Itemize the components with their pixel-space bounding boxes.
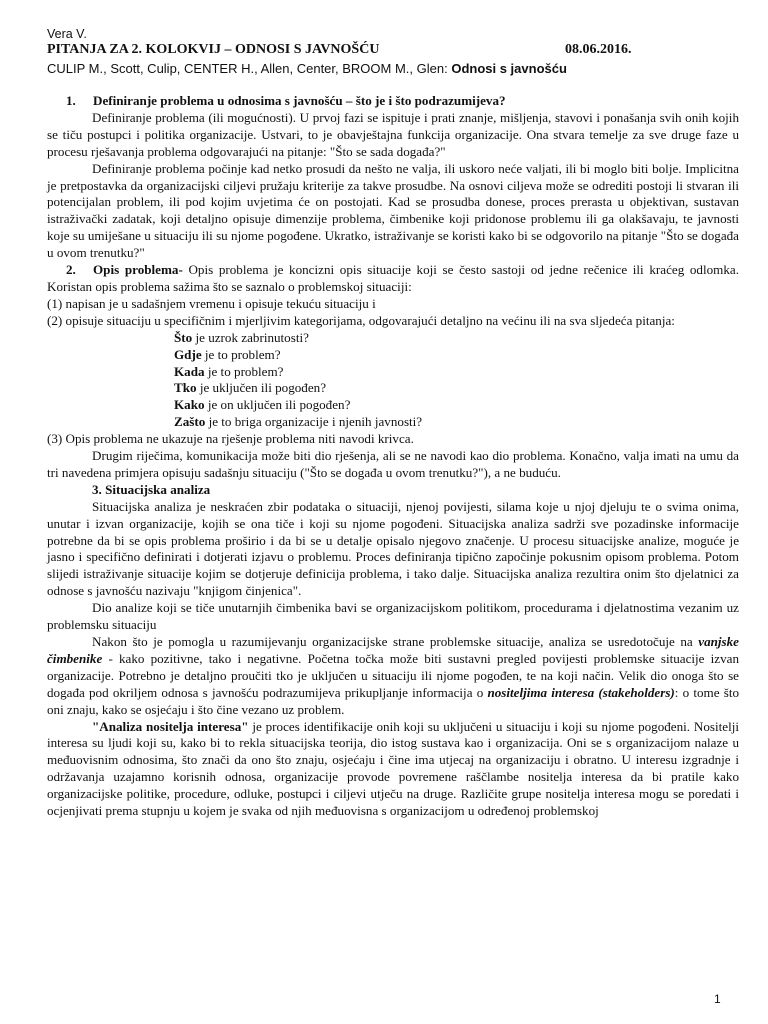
- section-1-paragraph-1: Definiranje problema (ili mogućnosti). U prvoj fazi se ispituje i prati znanje, mišljenja, stavovi i ponašanja svih onih kojih se tiču postupci i politika organizacije. Ustvari, to je obavještajna funkcija organizacije. Ona stvara temelje za sve druge faze u procesu rješavanja problema odgovarajući na pitanje: "Što se sada događa?": [47, 109, 739, 159]
- question-text: je to problem?: [204, 363, 284, 379]
- section-2-item-3: (3) Opis problema ne ukazuje na rješenje problema niti navodi krivca.: [47, 431, 414, 447]
- section-1-paragraph-2: Definiranje problema počinje kad netko prosudi da nešto ne valja, ili uskoro neće valjati, ili bi moglo biti bolje. Implicitna je pretpostavka da organizacijski ciljevi pružaju kriterije za takve prosudbe. Na osnovi ciljeva može se odrediti postoji li stvaran ili potencijalan problem, ili pod kojim uvjetima će on postojati. Kad se prosudba donese, proces prerasta u objektivan, sustavan istraživački zadatak, koji detaljno opisuje dimenzije problema, čimbenike koji pridonose problemu ili ga olakšavaju, te javnosti koje su umiješane u situaciju ili su njome pogođene. Ukratko, istraživanje se koristi kako bi se odgovorilo na pitanje "Što se događa u ovom trenutku?": [47, 160, 739, 261]
- book-authors: CULIP M., Scott, Culip, CENTER H., Allen, Center, BROOM M., Glen:: [47, 61, 452, 76]
- section-2-number: 2.: [66, 262, 76, 278]
- question-text: je uzrok zabrinutosti?: [192, 329, 309, 345]
- section-3-paragraph-4: [47, 719, 739, 820]
- section-1-number: 1.: [66, 93, 76, 108]
- document-date: 08.06.2016.: [565, 42, 632, 57]
- question-text: je to problem?: [201, 346, 281, 362]
- question-item: [174, 414, 739, 431]
- paragraph-text: - kako pozitivne, tako i negativne. Početna točka može biti sustavni pregled povijesti problemske situacije izvan organizacije. Potrebno je detaljno proučiti tko je uključen u situaciju ili njome pogođen, te na koji način. Velik dio onoga što se događa pod okriljem odnosa s javnošću podrazumijeva prikupljanje informacija o: [47, 650, 739, 700]
- document-title-line: [47, 42, 727, 58]
- section-2-item-2: (2) opisuje situaciju u specifičnim i mjerljivim kategorijama, odgovarajući detaljno na većinu ili na sva sljedeća pitanja:: [47, 312, 675, 328]
- question-item: [174, 397, 739, 414]
- question-word: Kako: [174, 397, 205, 413]
- question-word: Zašto: [174, 414, 206, 430]
- question-text: je uključen ili pogođen?: [196, 380, 327, 396]
- paragraph-text: : o tome što oni znaju, kako se osjećaju i što čine vezano uz problem.: [47, 684, 740, 717]
- question-text: je on uključen ili pogođen?: [204, 397, 351, 413]
- question-word: Kada: [174, 363, 205, 379]
- document-body: [47, 93, 739, 820]
- section-3-heading: 3. Situacijska analiza: [92, 481, 211, 497]
- author-name: Vera V.: [47, 27, 87, 41]
- question-item: [174, 380, 739, 397]
- section-1-title: Definiranje problema u odnosima s javnošću – što je i što podrazumijeva?: [93, 93, 506, 108]
- section-3-paragraph-2: Dio analize koji se tiče unutarnjih čimbenika bavi se organizacijskom politikom, procedurama i djelatnostima vezanim uz problemsku situaciju: [47, 600, 739, 633]
- section-2-title: Opis problema-: [93, 262, 183, 278]
- book-reference: [47, 61, 567, 76]
- section-1-heading: [47, 93, 739, 110]
- emphasis-external-factors: vanjske čimbenike: [47, 634, 739, 666]
- question-text: je to briga organizacije i njenih javnosti?: [205, 414, 423, 430]
- emphasis-stakeholders: nositeljima interesa (stakeholders): [487, 684, 675, 700]
- section-2-intro-text: Opis problema je koncizni opis situacije koji se često sastoji od jedne rečenice ili kraćeg odlomka. Koristan opis problema sažima što se saznalo o problemskoj situaciji:: [47, 262, 739, 294]
- question-item: [174, 347, 739, 364]
- section-2-item-1: (1) napisan je u sadašnjem vremenu i opisuje tekuću situaciju i: [47, 295, 376, 311]
- page-number: 1: [714, 992, 721, 1006]
- question-word: Što: [174, 329, 193, 345]
- section-2-paragraph-intro: [47, 262, 739, 296]
- paragraph-text: Nakon što je pomogla u razumijevanju organizacijske strane problemske situacije, analiza se usredotočuje na: [92, 634, 699, 649]
- question-word: Tko: [174, 380, 197, 396]
- question-item: [174, 330, 739, 347]
- section-2-paragraph-last: Drugim riječima, komunikacija može biti dio rješenja, ali se ne navodi kao dio problema. Konačno, valja imati na umu da tri navedena primjera opisuju sadašnju situaciju ("Što se događa u ovom trenutku?"), a ne buduću.: [47, 448, 739, 480]
- section-3-paragraph-1: Situacijska analiza je neskraćen zbir podataka o situaciji, njenoj povijesti, silama koje u njoj djeluju te o svima onima, unutar i izvan organizacije, kojih se ona tiče i koji su njome pogođeni. Situacijska analiza sadrži sve pozadinske informacije potrebne da bi se opis problema proširio i da bi se u detalje opisalo njegovo značenje. U procesu situacijske analize, moguće je jasno i specifično definirati i dotjerati izjavu o problemu. Proces definiranja tipično započinje pokusnim opisom problema. Potom slijedi istraživanje situacije kojim se dotjeruje definicija problema, i tako dalje. Situacijska analiza rezultira onim što djelatnici za odnose s javnošću nazivaju "knjigom činjenica".: [47, 498, 739, 599]
- section-3-paragraph-3: [47, 634, 739, 719]
- paragraph-text: je proces identifikacije onih koji su uključeni u situaciju i koji su njome pogođeni. Nositelji interesa su ljudi koji su, kako bi to rekla situacijska teorija, dio istog sustava kao i organizacija. Oni se s organizacijom nalaze u međuovisnim odnosima, što znači da ono što znaju, osjećaju i čine ima utjecaj na organizaciju i obratno. U interesu izgradnje i održavanja uzajamno korisnih odnosa, organizacije provode povremene raščlambe nositelja interesa da bi pratile kako organizacijske politike, procedure, odluke, postupci i ciljevi utječu na druge. Različite grupe nositelja interesa mogu se poredati i ocjenjivati prema stupnju u kojem je svaka od njih međuovisna s organizacijom u određenoj problemskoj: [47, 718, 739, 819]
- question-word: Gdje: [174, 346, 202, 362]
- question-item: [174, 364, 739, 381]
- stakeholder-analysis-term: "Analiza nositelja interesa": [92, 718, 249, 734]
- book-title: Odnosi s javnošću: [451, 61, 567, 76]
- document-title: PITANJA ZA 2. KOLOKVIJ – ODNOSI S JAVNOŠĆU: [47, 42, 380, 57]
